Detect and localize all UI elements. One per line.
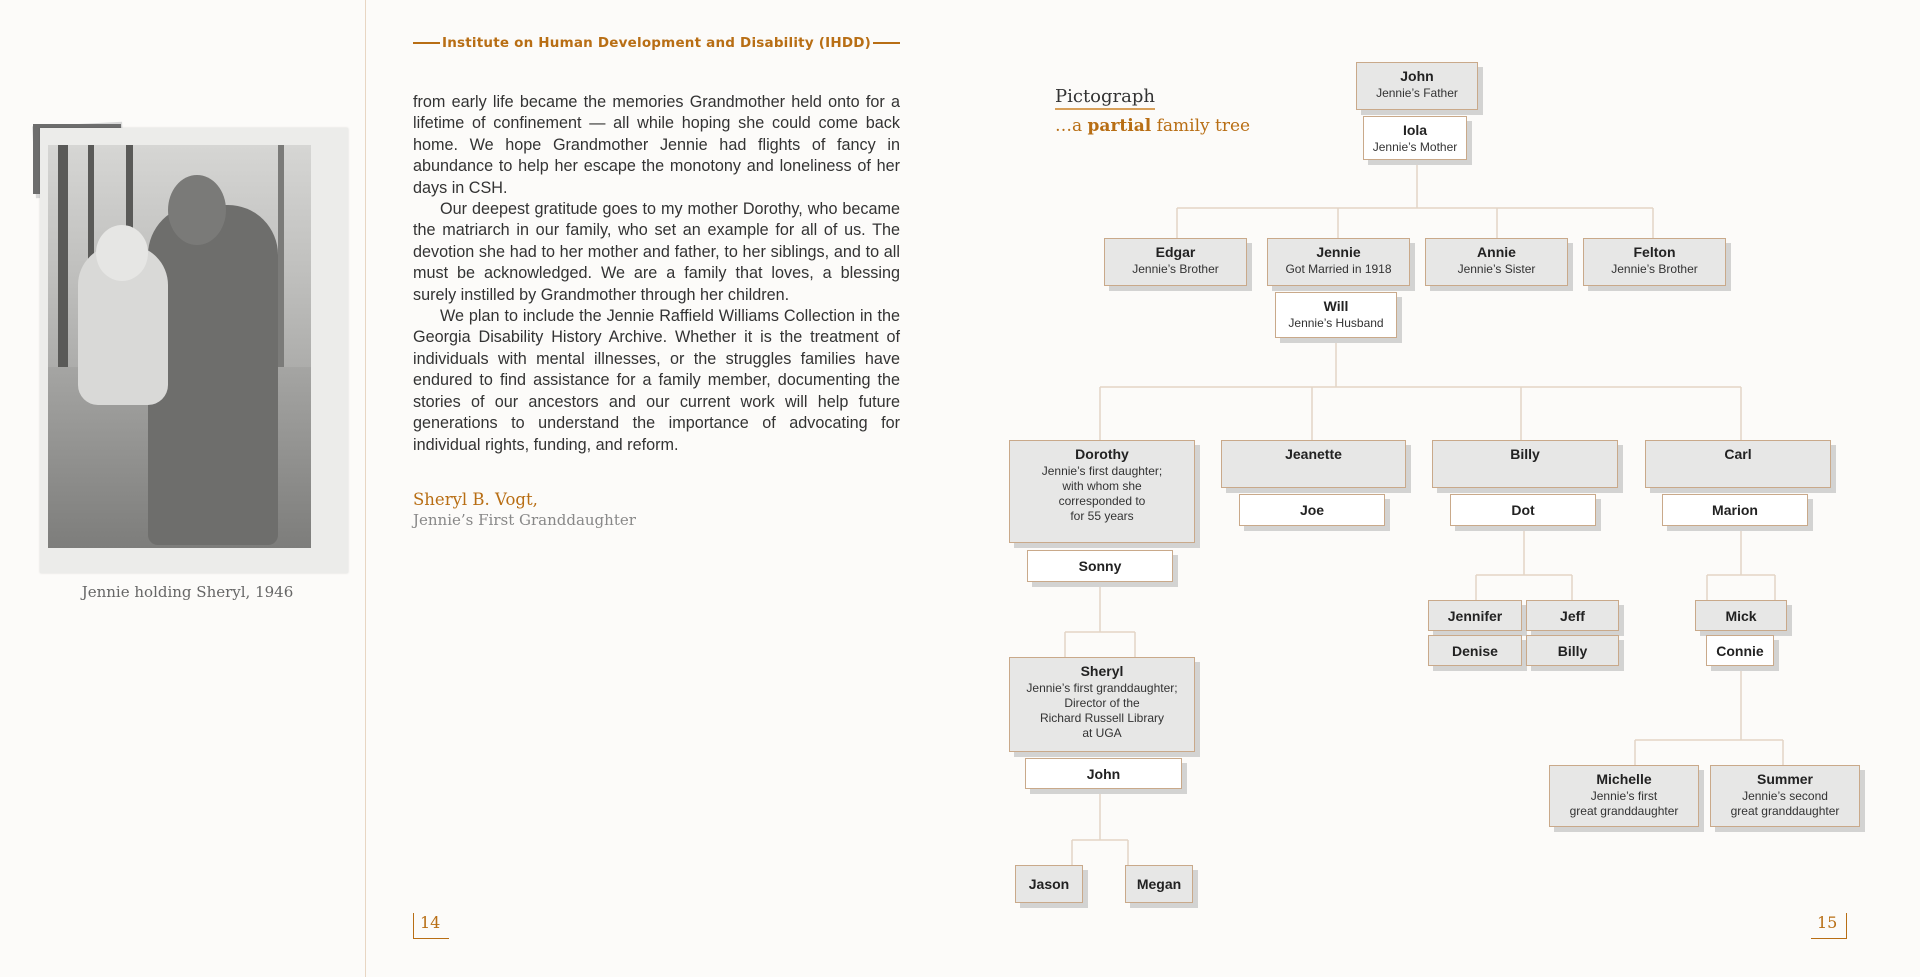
tree-node-iola xyxy=(1363,116,1467,160)
page-gutter xyxy=(365,0,366,977)
node-name: John xyxy=(1400,68,1434,84)
tree-node-sonny xyxy=(1027,550,1173,582)
running-header xyxy=(413,35,900,51)
tree-node-marion xyxy=(1662,494,1808,526)
desc-line: with whom she xyxy=(1062,479,1142,493)
tree-node-denise xyxy=(1428,635,1522,666)
tree-node-billy-spouse xyxy=(1526,635,1619,666)
node-desc: Got Married in 1918 xyxy=(1285,262,1392,276)
tree-node-connie xyxy=(1706,635,1774,666)
desc-line: great granddaughter xyxy=(1730,804,1840,818)
node-name: Jennifer xyxy=(1447,607,1503,624)
page-number-left: 14 xyxy=(413,913,449,939)
pictograph-title: Pictograph xyxy=(1055,86,1155,110)
desc-line: Jennie’s first granddaughter; xyxy=(1026,681,1178,695)
node-desc: Jennie’s Husband xyxy=(1288,316,1384,330)
node-name: Will xyxy=(1323,298,1349,314)
tree-node-john xyxy=(1356,62,1478,110)
node-name: John xyxy=(1086,765,1121,782)
tree-node-dot xyxy=(1450,494,1596,526)
node-desc xyxy=(1010,679,1194,741)
desc-line: Jennie’s first xyxy=(1590,789,1658,803)
tree-node-jennie xyxy=(1267,238,1410,286)
tree-node-jennifer xyxy=(1428,600,1522,631)
node-desc: Jennie’s Brother xyxy=(1611,262,1698,276)
node-name: Sonny xyxy=(1078,558,1122,574)
tree-node-sheryl xyxy=(1009,657,1195,752)
node-name: Summer xyxy=(1756,771,1814,787)
tree-node-edgar xyxy=(1104,238,1247,286)
node-desc: Jennie’s Mother xyxy=(1372,140,1458,154)
node-name: Jeff xyxy=(1560,607,1585,624)
tree-node-joe xyxy=(1239,494,1385,526)
tree-node-billy-child xyxy=(1432,440,1618,488)
node-name: Mick xyxy=(1725,607,1757,624)
node-name: Marion xyxy=(1712,502,1758,518)
node-name: Michelle xyxy=(1596,771,1652,787)
tree-node-felton xyxy=(1583,238,1726,286)
node-desc: Jennie’s Father xyxy=(1376,86,1458,100)
header-rule-left xyxy=(413,42,440,44)
node-desc: Jennie’s Brother xyxy=(1132,262,1219,276)
tree-node-megan xyxy=(1125,865,1193,903)
header-title: Institute on Human Development and Disability (IHDD) xyxy=(441,35,871,51)
pictograph-subtitle xyxy=(1055,116,1250,136)
signature-name: Sheryl B. Vogt, xyxy=(413,490,538,509)
header-rule-right xyxy=(873,42,900,44)
tree-node-michelle xyxy=(1549,765,1699,827)
photo-caption: Jennie holding Sheryl, 1946 xyxy=(81,583,294,601)
desc-line: for 55 years xyxy=(1070,509,1134,523)
node-name: Billy xyxy=(1510,446,1540,462)
tree-node-mick xyxy=(1695,600,1787,631)
desc-line: corresponded to xyxy=(1058,494,1146,508)
desc-line: Director of the xyxy=(1064,696,1140,710)
subtitle-prefix: …a xyxy=(1055,116,1088,136)
node-name: Dot xyxy=(1511,502,1535,518)
desc-line: Richard Russell Library xyxy=(1039,711,1165,725)
node-name: Megan xyxy=(1136,876,1182,892)
tree-node-john-spouse xyxy=(1025,758,1182,789)
tree-node-jeff xyxy=(1526,600,1619,631)
node-name: Dorothy xyxy=(1075,446,1129,462)
node-desc xyxy=(1711,787,1859,819)
paragraph: Our deepest gratitude goes to my mother Dorothy, who became the matriarch in our family, who set an example for all of us. The devotion she had to her mother and father, to her siblings, and to all must be acknowledged. We are a family that loves, a blessing surely instilled by Grandmother through her children. xyxy=(413,200,900,304)
node-name: Connie xyxy=(1716,642,1764,659)
node-name: Iola xyxy=(1402,122,1428,138)
tree-node-summer xyxy=(1710,765,1860,827)
node-name: Annie xyxy=(1477,244,1516,260)
desc-line: Jennie’s first daughter; xyxy=(1041,464,1163,478)
tree-node-carl xyxy=(1645,440,1831,488)
node-name: Joe xyxy=(1299,502,1325,518)
signature-role: Jennie’s First Granddaughter xyxy=(413,511,636,529)
page-number-right: 15 xyxy=(1811,913,1847,939)
photo-jennie-holding-sheryl xyxy=(48,145,311,548)
node-name: Denise xyxy=(1452,642,1498,659)
subtitle-suffix: family tree xyxy=(1151,116,1251,136)
tree-node-dorothy xyxy=(1009,440,1195,543)
node-desc xyxy=(1010,462,1194,524)
node-name: Edgar xyxy=(1155,244,1196,260)
signature xyxy=(413,490,636,529)
node-desc xyxy=(1550,787,1698,819)
pictograph-heading xyxy=(1055,86,1250,136)
desc-line: great granddaughter xyxy=(1569,804,1679,818)
tree-node-annie xyxy=(1425,238,1568,286)
tree-node-jason xyxy=(1015,865,1083,903)
node-name: Billy xyxy=(1557,642,1588,659)
desc-line: Jennie’s second xyxy=(1742,789,1828,803)
paragraph: We plan to include the Jennie Raffield Williams Collection in the Georgia Disability History Archive. Whether it is the treatment of individuals with mental illnesses, or the struggles families have endured to find assistance for a family member, documenting the stories of our ancestors and our current work will help future generations to understand the importance of advocating for individual rights, funding, and reform. xyxy=(413,307,900,454)
node-name: Jennie xyxy=(1316,244,1361,260)
tree-node-will xyxy=(1275,292,1397,338)
subtitle-bold: partial xyxy=(1087,116,1152,136)
node-name: Jeanette xyxy=(1285,446,1342,462)
node-name: Felton xyxy=(1633,244,1676,260)
node-name: Sheryl xyxy=(1080,663,1124,679)
node-desc: Jennie’s Sister xyxy=(1457,262,1536,276)
desc-line: at UGA xyxy=(1082,726,1122,740)
tree-node-jeanette xyxy=(1221,440,1406,488)
body-text xyxy=(413,92,900,456)
paragraph: from early life became the memories Grandmother held onto for a lifetime of confinement — all while hoping she could come back home. We hope Grandmother Jennie had flights of fancy in abundance to help her escape the monotony and loneliness of her days in CSH. xyxy=(413,93,900,197)
node-name: Jason xyxy=(1028,876,1070,892)
node-name: Carl xyxy=(1724,446,1752,462)
